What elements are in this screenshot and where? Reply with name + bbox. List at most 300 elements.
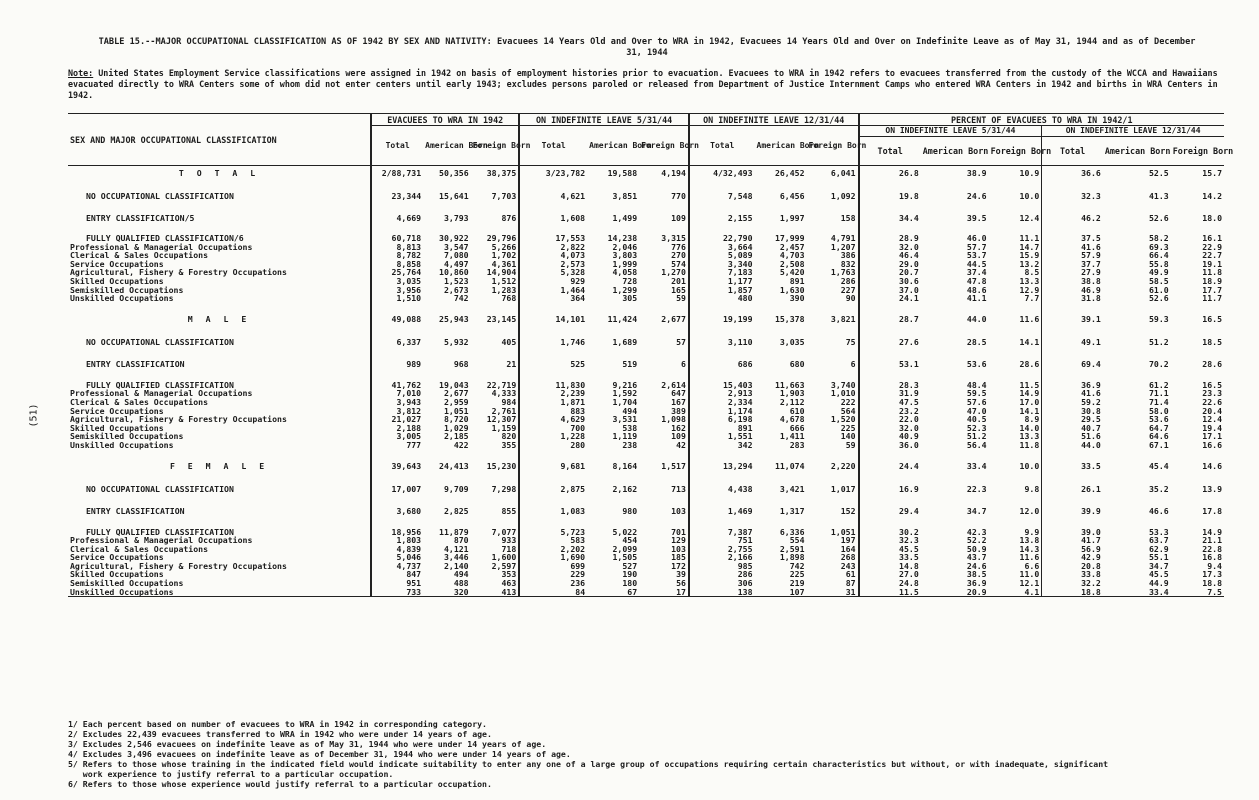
row-label: Professional & Managerial Occupations xyxy=(70,241,253,252)
table-row xyxy=(68,337,1224,349)
table-cell: 11,074 xyxy=(774,461,805,472)
table-cell: 15,641 xyxy=(439,190,469,201)
table-cell: 3,005 xyxy=(371,432,423,441)
table-cell: 32.3 xyxy=(1042,190,1103,202)
table-cell: 48.4 xyxy=(966,379,987,390)
table-row xyxy=(68,359,1224,371)
table-cell: 1,317 xyxy=(779,506,805,517)
table-cell: 64.6 xyxy=(1148,431,1169,442)
table-cell: 24.6 xyxy=(966,560,987,571)
table-cell: 1,997 xyxy=(779,212,805,223)
subgroup-header-leave-may: ON INDEFINITE LEAVE 5/31/44 xyxy=(859,126,1042,137)
table-cell: 47.5 xyxy=(859,398,921,407)
col-header-american-born: American Born xyxy=(587,126,639,166)
table-row xyxy=(68,398,1224,407)
table-cell: 3,943 xyxy=(371,398,423,407)
table-cell: 1,903 xyxy=(779,388,805,399)
table-cell: 44.9 xyxy=(1148,578,1169,589)
table-cell: 201 xyxy=(671,275,686,286)
table-cell: 525 xyxy=(519,359,587,371)
table-cell: 30.8 xyxy=(1042,407,1103,416)
table-cell: 24,413 xyxy=(439,461,469,472)
table-cell: 1,299 xyxy=(612,284,638,295)
table-cell: 1,608 xyxy=(519,212,587,224)
table-cell: 14.2 xyxy=(1202,190,1222,201)
spacer-row xyxy=(68,349,1224,359)
table-cell: 14,101 xyxy=(519,313,587,327)
footnote: 6/ Refers to those whose experience would justify referral to a particular occupation. xyxy=(68,779,492,789)
table-cell: 71.1 xyxy=(1148,388,1169,399)
table-cell: 4,121 xyxy=(443,543,469,554)
table-cell: 236 xyxy=(519,579,587,588)
table-cell: 47.0 xyxy=(966,405,987,416)
table-cell: 39,643 xyxy=(371,460,423,474)
table-cell: 2,573 xyxy=(519,260,587,269)
table-cell: 109 xyxy=(671,431,686,442)
table-cell: 701 xyxy=(671,526,686,537)
table-cell: 12.0 xyxy=(1019,506,1040,517)
table-cell: 4,438 xyxy=(689,484,755,496)
table-cell: 7,183 xyxy=(689,268,755,277)
table-cell: 33.5 xyxy=(859,553,921,562)
table-cell: 39.9 xyxy=(1042,506,1103,518)
row-label: Professional & Managerial Occupations xyxy=(70,535,253,546)
table-cell: 103 xyxy=(671,543,686,554)
spacer-row xyxy=(68,180,1224,190)
table-cell: 870 xyxy=(453,535,469,546)
table-cell: 968 xyxy=(453,359,469,370)
spacer-row xyxy=(68,202,1224,212)
table-cell: 16.5 xyxy=(1202,314,1222,325)
table-cell: 286 xyxy=(840,275,856,286)
table-cell: 7,703 xyxy=(491,190,517,201)
occupation-table xyxy=(68,113,1234,597)
table-cell: 1,228 xyxy=(519,432,587,441)
table-cell: 1,017 xyxy=(830,484,856,495)
col-header-foreign-born: Foreign Born xyxy=(989,137,1042,166)
row-label: FULLY QUALIFIED CLASSIFICATION xyxy=(86,379,234,390)
table-cell: 26.1 xyxy=(1042,484,1103,496)
table-row xyxy=(68,294,1224,303)
table-cell: 11,424 xyxy=(607,314,638,325)
table-cell: 564 xyxy=(840,405,856,416)
table-row xyxy=(68,432,1224,441)
table-cell: 951 xyxy=(371,579,423,588)
subgroup-header-leave-dec: ON INDEFINITE LEAVE 12/31/44 xyxy=(1042,126,1224,137)
table-cell: 28.6 xyxy=(1202,359,1222,370)
table-cell: 1,098 xyxy=(661,414,686,425)
table-cell: 494 xyxy=(622,405,638,416)
table-cell: 33.4 xyxy=(1103,588,1171,597)
table-cell: 18.9 xyxy=(1202,275,1222,286)
table-cell: 2,825 xyxy=(443,506,469,517)
table-cell: 39.1 xyxy=(1042,313,1103,327)
spacer-row xyxy=(68,450,1224,460)
table-cell: 44.0 xyxy=(966,314,987,325)
table-cell: 353 xyxy=(501,569,517,580)
table-cell: 305 xyxy=(622,293,638,304)
table-cell: 480 xyxy=(689,294,755,303)
table-cell: 1,690 xyxy=(519,553,587,562)
table-cell: 3,664 xyxy=(689,243,755,252)
table-cell: 39 xyxy=(676,569,686,580)
footnote: 4/ Excludes 3,496 evacuees on indefinite leave as of December 31, 1944 who were under 14 years of age. xyxy=(68,749,571,759)
table-cell: 17,007 xyxy=(371,484,423,496)
table-cell: 19.4 xyxy=(1202,422,1222,433)
table-cell: 2,046 xyxy=(612,241,638,252)
table-cell: 5,420 xyxy=(779,267,805,278)
table-cell: 2,677 xyxy=(443,388,469,399)
table-cell: 891 xyxy=(689,424,755,433)
table-cell: 280 xyxy=(519,441,587,450)
table-cell: 2,112 xyxy=(779,396,805,407)
table-cell: 7,077 xyxy=(491,526,517,537)
table-cell: 45.5 xyxy=(859,545,921,554)
table-cell: 6 xyxy=(850,359,856,370)
table-cell: 22,790 xyxy=(689,234,755,243)
row-label: Unskilled Occupations xyxy=(70,439,174,450)
table-cell: 9.4 xyxy=(1207,560,1222,571)
table-cell: 2,597 xyxy=(491,560,517,571)
table-cell: 4,194 xyxy=(661,167,686,178)
table-cell: 53.6 xyxy=(966,359,987,370)
table-title: TABLE 15.--MAJOR OCCUPATIONAL CLASSIFICATION AS OF 1942 BY SEX AND NATIVITY: Evacuees 14 Years Old and Over to WRA in 1942, Evacuees 14 Years Old and Over on Indefinite Leave as of May 31, 1944 and as of December 31, 1944 xyxy=(98,37,1196,58)
table-cell: 4,839 xyxy=(371,545,423,554)
table-cell: 26,452 xyxy=(774,167,805,178)
table-cell: 20.7 xyxy=(859,268,921,277)
table-cell: 389 xyxy=(671,405,686,416)
table-cell: 19.1 xyxy=(1202,258,1222,269)
table-cell: 32.0 xyxy=(859,424,921,433)
table-cell: 1,551 xyxy=(689,432,755,441)
table-cell: 306 xyxy=(689,579,755,588)
table-cell: 4,361 xyxy=(491,258,517,269)
table-cell: 527 xyxy=(622,560,638,571)
table-cell: 31 xyxy=(807,588,859,597)
row-label: Professional & Managerial Occupations xyxy=(70,388,253,399)
table-cell: 38.5 xyxy=(966,569,987,580)
table-cell: 15,230 xyxy=(486,461,517,472)
table-cell: 225 xyxy=(840,422,856,433)
table-cell: 1,029 xyxy=(443,422,469,433)
table-cell: 19.8 xyxy=(859,190,921,202)
table-cell: 34.7 xyxy=(966,506,987,517)
table-cell: 31.8 xyxy=(1042,294,1103,303)
table-cell: 34.4 xyxy=(859,212,921,224)
table-cell: 17.0 xyxy=(1019,396,1040,407)
table-cell: 17.1 xyxy=(1202,431,1222,442)
table-cell: 75 xyxy=(845,337,856,348)
table-cell: 14.0 xyxy=(1019,422,1040,433)
table-cell: 4,678 xyxy=(779,414,805,425)
table-cell: 1,520 xyxy=(830,414,856,425)
table-cell: 24.6 xyxy=(966,190,987,201)
row-label: Service Occupations xyxy=(70,552,164,563)
table-cell: 680 xyxy=(789,359,805,370)
table-cell: 3,803 xyxy=(612,250,638,261)
table-cell: 33.8 xyxy=(1042,570,1103,579)
table-cell: 3,851 xyxy=(612,190,638,201)
table-cell: 7.5 xyxy=(1171,588,1224,597)
table-cell: 22.6 xyxy=(1202,396,1222,407)
table-cell: 16.8 xyxy=(1202,552,1222,563)
row-label: NO OCCUPATIONAL CLASSIFICATION xyxy=(86,337,234,348)
table-cell: 58.5 xyxy=(1148,275,1169,286)
table-row xyxy=(68,536,1224,545)
table-cell: 21.1 xyxy=(1202,535,1222,546)
table-cell: 172 xyxy=(671,560,686,571)
table-cell: 984 xyxy=(501,396,517,407)
table-cell: 53.1 xyxy=(859,359,921,371)
table-row xyxy=(68,460,1224,474)
table-cell: 2,099 xyxy=(612,543,638,554)
col-header-total: Total xyxy=(371,126,423,166)
table-cell: 666 xyxy=(789,422,805,433)
table-cell: 41.6 xyxy=(1042,243,1103,252)
table-cell: 9,681 xyxy=(519,460,587,474)
table-cell: 60,718 xyxy=(371,234,423,243)
table-cell: 776 xyxy=(671,241,686,252)
table-cell: 2,959 xyxy=(443,396,469,407)
table-cell: 286 xyxy=(689,570,755,579)
table-cell: 422 xyxy=(453,439,469,450)
table-cell: 52.5 xyxy=(1148,167,1169,178)
table-cell: 42 xyxy=(676,439,686,450)
table-cell: 5,266 xyxy=(491,241,517,252)
table-cell: 6,041 xyxy=(830,167,856,178)
table-row xyxy=(68,277,1224,286)
table-cell: 11.7 xyxy=(1202,293,1222,304)
table-cell: 1,119 xyxy=(612,431,638,442)
table-cell: 20.8 xyxy=(1042,562,1103,571)
table-cell: 23,344 xyxy=(371,190,423,202)
table-cell: 197 xyxy=(840,535,856,546)
table-cell: 24.4 xyxy=(859,460,921,474)
table-cell: 28.5 xyxy=(966,337,987,348)
table-cell: 38,375 xyxy=(486,167,517,178)
table-cell: 165 xyxy=(671,284,686,295)
table-cell: 28.3 xyxy=(859,381,921,390)
row-label: Semiskilled Occupations xyxy=(70,284,184,295)
table-cell: 27.9 xyxy=(1042,268,1103,277)
table-cell: 10,860 xyxy=(439,267,469,278)
table-cell: 46.6 xyxy=(1148,506,1169,517)
table-cell: 9.9 xyxy=(1024,526,1040,537)
table-cell: 3,680 xyxy=(371,506,423,518)
table-cell: 21 xyxy=(506,359,517,370)
table-cell: 158 xyxy=(840,212,856,223)
table-cell: 1,746 xyxy=(519,337,587,349)
table-cell: 2,677 xyxy=(661,314,686,325)
table-cell: 50.9 xyxy=(966,543,987,554)
table-cell: 8,813 xyxy=(371,243,423,252)
table-cell: 58.0 xyxy=(1148,405,1169,416)
table-cell: 33.4 xyxy=(966,461,987,472)
table-cell: 18.8 xyxy=(1202,578,1222,589)
table-cell: 1,505 xyxy=(612,552,638,563)
table-cell: 52.6 xyxy=(1148,212,1169,223)
table-cell: 3,110 xyxy=(689,337,755,349)
table-cell: 15,378 xyxy=(774,314,805,325)
table-cell: 1,512 xyxy=(491,275,517,286)
table-cell: 5,932 xyxy=(443,337,469,348)
table-cell: 2,188 xyxy=(371,424,423,433)
table-cell: 3,315 xyxy=(661,233,686,243)
table-cell: 46.9 xyxy=(1042,286,1103,295)
table-cell: 538 xyxy=(622,422,638,433)
table-cell: 11,879 xyxy=(439,526,469,537)
table-cell: 2,673 xyxy=(443,284,469,295)
col-header-total: Total xyxy=(1042,137,1103,166)
table-cell: 51.2 xyxy=(1148,337,1169,348)
table-cell: 2,202 xyxy=(519,545,587,554)
row-label: Skilled Occupations xyxy=(70,275,164,286)
table-cell: 90 xyxy=(845,293,856,304)
table-cell: 4,497 xyxy=(443,258,469,269)
table-cell: 4,058 xyxy=(612,267,638,278)
table-cell: 1,083 xyxy=(519,506,587,518)
table-cell: 17.8 xyxy=(1202,506,1222,517)
row-label: NO OCCUPATIONAL CLASSIFICATION xyxy=(86,190,234,201)
spacer-row xyxy=(68,518,1224,528)
table-cell: 7,010 xyxy=(371,389,423,398)
table-cell: 35.2 xyxy=(1148,484,1169,495)
table-cell: 876 xyxy=(501,212,517,223)
table-cell: 14.6 xyxy=(1202,461,1222,472)
table-cell: 742 xyxy=(453,293,469,304)
table-cell: 20.9 xyxy=(921,588,989,597)
table-cell: 30.6 xyxy=(859,277,921,286)
note-text: United States Employment Service classifications were assigned in 1942 on basis of employment histories prior to evacuation. Evacuees to WRA in 1942 refers to evacuees transferred from the custody of the WCCA and Hawaiians evacuated directly to WRA Centers some of whom did not enter centers until early 1943; excludes persons paroled or released from Department of Justice Internment Camps who entered WRA Centers in 1942 and births in WRA Centers in 1942. xyxy=(68,68,1218,100)
table-row xyxy=(68,251,1224,260)
row-label: ENTRY CLASSIFICATION xyxy=(86,506,185,517)
table-cell: 3,421 xyxy=(779,484,805,495)
table-cell: 11.5 xyxy=(1019,379,1040,390)
table-cell: 18.8 xyxy=(1042,588,1103,597)
table-cell: 51.6 xyxy=(1042,432,1103,441)
table-cell: 8,720 xyxy=(443,414,469,425)
table-cell: 6.6 xyxy=(1024,560,1040,571)
table-cell: 1,051 xyxy=(830,526,856,537)
table-cell: 989 xyxy=(371,359,423,371)
col-header-american-born: American Born xyxy=(423,126,471,166)
table-cell: 26.8 xyxy=(859,166,921,181)
table-cell: 2,166 xyxy=(689,553,755,562)
row-label: Agricultural, Fishery & Forestry Occupations xyxy=(70,560,287,571)
footnotes xyxy=(68,719,1228,789)
table-cell: 2,140 xyxy=(443,560,469,571)
table-cell: 28.7 xyxy=(859,313,921,327)
table-cell: 22.3 xyxy=(966,484,987,495)
table-cell: 23.3 xyxy=(1202,388,1222,399)
table-cell: 30,922 xyxy=(439,233,469,243)
table-cell: 8,782 xyxy=(371,251,423,260)
row-label: Semiskilled Occupations xyxy=(70,431,184,442)
table-cell: 6,336 xyxy=(779,526,805,537)
table-cell: 7,387 xyxy=(689,528,755,537)
table-cell: 45.5 xyxy=(1148,569,1169,580)
table-cell: 3,531 xyxy=(612,414,638,425)
table-cell: 14.7 xyxy=(1019,241,1040,252)
group-header-leave-dec: ON INDEFINITE LEAVE 12/31/44 xyxy=(689,114,859,126)
row-label: ENTRY CLASSIFICATION xyxy=(86,359,185,370)
row-label-header: SEX AND MAJOR OCCUPATIONAL CLASSIFICATION xyxy=(68,114,371,166)
table-cell: 36.6 xyxy=(1042,166,1103,181)
table-cell: 17.3 xyxy=(1202,569,1222,580)
table-cell: 14.8 xyxy=(859,562,921,571)
table-cell: 7,298 xyxy=(491,484,517,495)
table-cell: 8,164 xyxy=(612,461,638,472)
table-cell: 1,871 xyxy=(519,398,587,407)
table-cell: 283 xyxy=(789,439,805,450)
table-cell: 13.8 xyxy=(1019,535,1040,546)
table-cell: 1,283 xyxy=(491,284,517,295)
table-cell: 41.6 xyxy=(1042,389,1103,398)
table-cell: 1,857 xyxy=(689,286,755,295)
table-cell: 22.7 xyxy=(1202,250,1222,261)
table-cell: 27.0 xyxy=(859,570,921,579)
row-label: Agricultural, Fishery & Forestry Occupations xyxy=(70,267,287,278)
table-cell: 1,702 xyxy=(491,250,517,261)
table-cell: 4,669 xyxy=(371,212,423,224)
table-cell: 15,403 xyxy=(689,381,755,390)
table-cell: 1,174 xyxy=(689,407,755,416)
table-row xyxy=(68,389,1224,398)
table-cell: 733 xyxy=(371,588,423,597)
table-cell: 610 xyxy=(789,405,805,416)
note-label: Note: xyxy=(68,68,94,78)
table-cell: 355 xyxy=(501,439,517,450)
table-cell: 742 xyxy=(789,560,805,571)
table-cell: 14,904 xyxy=(486,267,517,278)
spacer-row xyxy=(68,474,1224,484)
table-cell: 14.9 xyxy=(1202,526,1222,537)
table-cell: 38.9 xyxy=(966,167,987,178)
table-cell: 2,508 xyxy=(779,258,805,269)
table-cell: 17.7 xyxy=(1202,284,1222,295)
table-cell: 11.5 xyxy=(859,588,921,597)
table-cell: 52.2 xyxy=(966,535,987,546)
table-cell: 20.4 xyxy=(1202,405,1222,416)
table-cell: 7,080 xyxy=(443,250,469,261)
table-cell: 1,270 xyxy=(661,267,686,278)
table-cell: 138 xyxy=(689,588,755,597)
table-cell: 883 xyxy=(519,407,587,416)
table-cell: 488 xyxy=(453,578,469,589)
table-cell: 718 xyxy=(501,543,517,554)
table-cell: 43.7 xyxy=(966,552,987,563)
table-cell: 32.2 xyxy=(1042,579,1103,588)
row-label: Agricultural, Fishery & Forestry Occupations xyxy=(70,414,287,425)
row-label: Unskilled Occupations xyxy=(68,588,371,597)
table-cell: 777 xyxy=(371,441,423,450)
table-cell: 28.6 xyxy=(1019,359,1040,370)
table-cell: 36.9 xyxy=(1042,381,1103,390)
table-cell: 4,621 xyxy=(519,190,587,202)
table-cell: 29.5 xyxy=(1042,415,1103,424)
table-cell: 5,723 xyxy=(519,528,587,537)
table-cell: 574 xyxy=(671,258,686,269)
table-cell: 6 xyxy=(680,359,686,370)
table-cell: 1,092 xyxy=(830,190,856,201)
table-cell: 751 xyxy=(689,536,755,545)
table-cell: 11,830 xyxy=(519,381,587,390)
table-cell: 1,600 xyxy=(491,552,517,563)
table-cell: 13.9 xyxy=(1202,484,1222,495)
table-cell: 70.2 xyxy=(1148,359,1169,370)
table-cell: 1,010 xyxy=(830,388,856,399)
table-cell: 4,737 xyxy=(371,562,423,571)
